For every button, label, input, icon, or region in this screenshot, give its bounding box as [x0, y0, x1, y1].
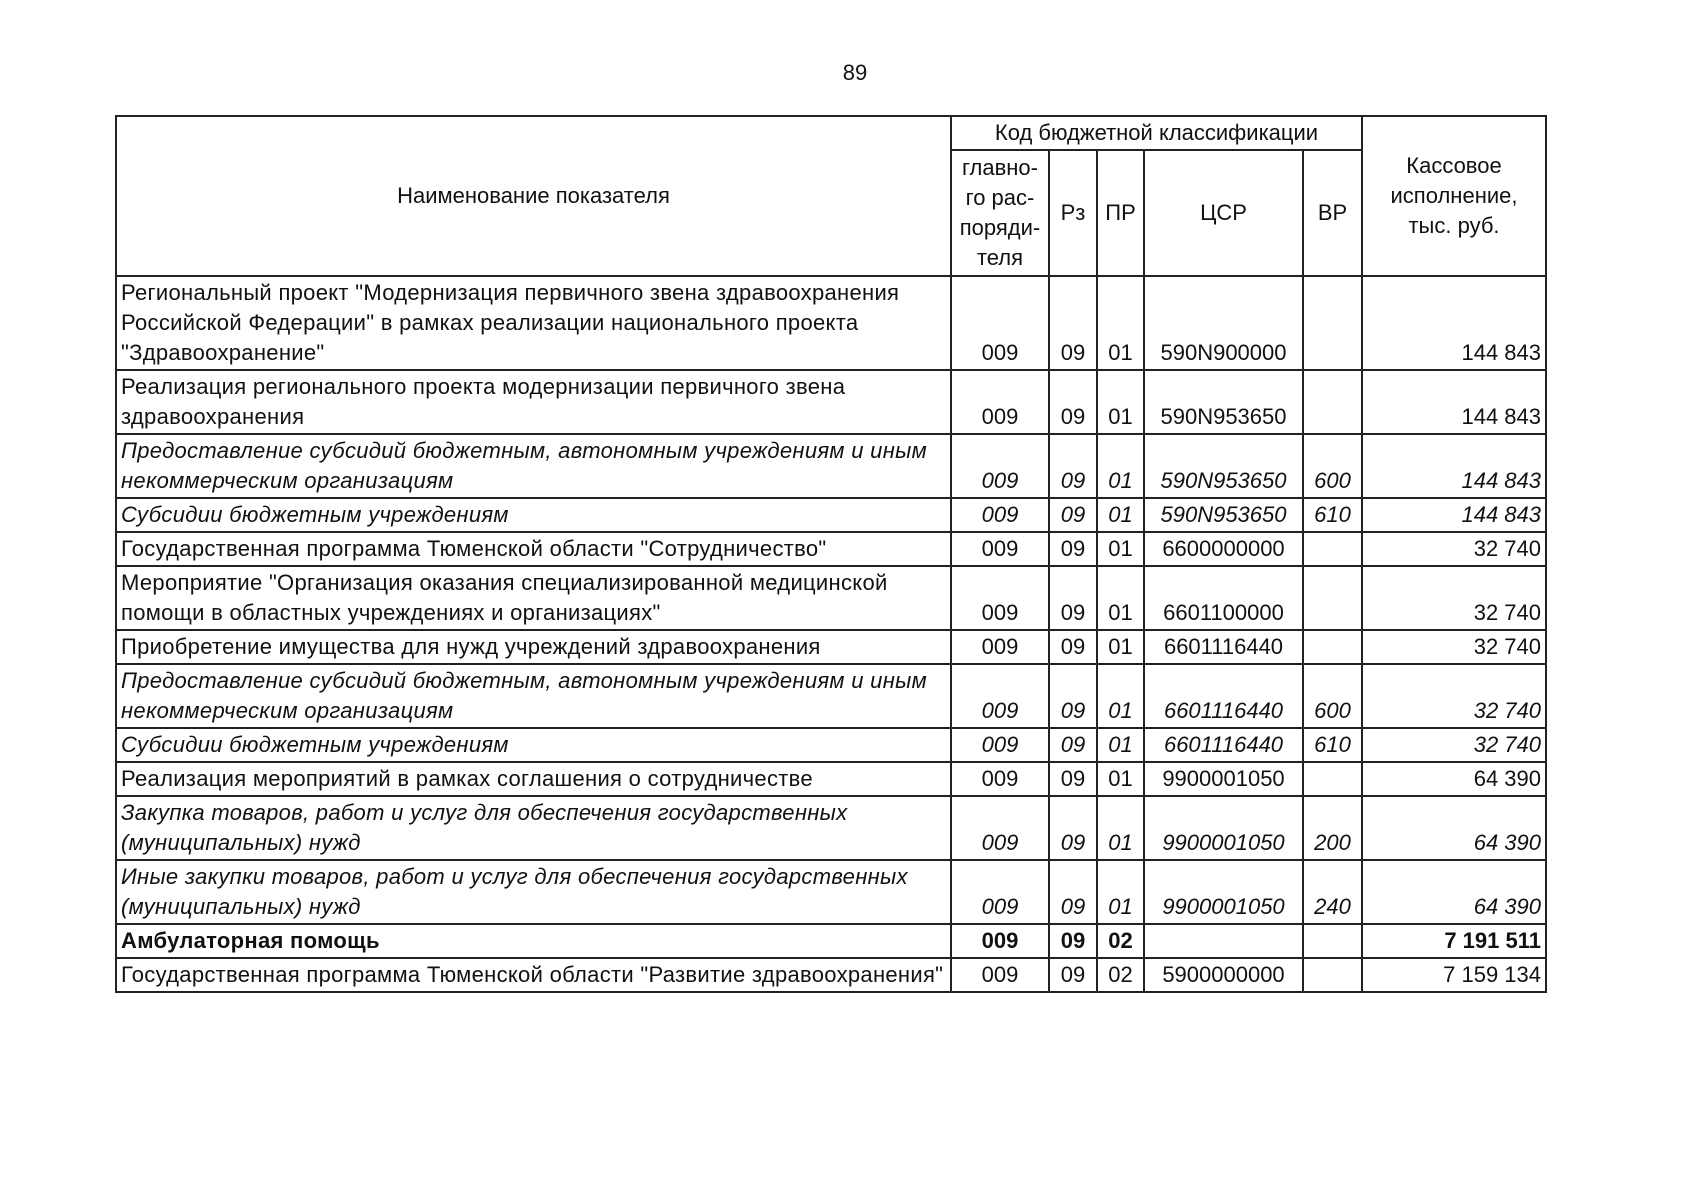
cell-gr: 009 — [951, 276, 1049, 370]
cell-name: Государственная программа Тюменской области "Развитие здравоохранения" — [116, 958, 951, 992]
cell-csr: 5900000000 — [1144, 958, 1303, 992]
cell-amount: 64 390 — [1362, 762, 1546, 796]
table-row — [116, 796, 1546, 860]
cell-gr: 009 — [951, 762, 1049, 796]
cell-rz: 09 — [1049, 276, 1097, 370]
cell-rz: 09 — [1049, 924, 1097, 958]
cell-pr: 01 — [1097, 664, 1144, 728]
cell-vr — [1303, 566, 1362, 630]
cell-vr — [1303, 958, 1362, 992]
cell-rz: 09 — [1049, 728, 1097, 762]
header-amount: Кассовое исполнение, тыс. руб. — [1362, 116, 1546, 276]
header-rz: Рз — [1049, 150, 1097, 276]
cell-name: Субсидии бюджетным учреждениям — [116, 498, 951, 532]
cell-csr: 590N900000 — [1144, 276, 1303, 370]
table-row — [116, 728, 1546, 762]
cell-pr: 01 — [1097, 370, 1144, 434]
cell-pr: 01 — [1097, 762, 1144, 796]
cell-csr — [1144, 924, 1303, 958]
cell-amount: 32 740 — [1362, 532, 1546, 566]
cell-name: Мероприятие "Организация оказания специализированной медицинской помощи в областных учреждениях и организациях" — [116, 566, 951, 630]
cell-csr: 6601116440 — [1144, 630, 1303, 664]
cell-csr: 6601116440 — [1144, 664, 1303, 728]
cell-amount: 7 191 511 — [1362, 924, 1546, 958]
cell-amount: 144 843 — [1362, 276, 1546, 370]
cell-csr: 6601116440 — [1144, 728, 1303, 762]
cell-vr — [1303, 276, 1362, 370]
cell-amount: 32 740 — [1362, 630, 1546, 664]
cell-rz: 09 — [1049, 958, 1097, 992]
cell-vr — [1303, 532, 1362, 566]
cell-rz: 09 — [1049, 860, 1097, 924]
cell-amount: 32 740 — [1362, 566, 1546, 630]
cell-amount: 32 740 — [1362, 664, 1546, 728]
cell-csr: 590N953650 — [1144, 434, 1303, 498]
cell-vr: 600 — [1303, 434, 1362, 498]
cell-rz: 09 — [1049, 664, 1097, 728]
cell-pr: 02 — [1097, 924, 1144, 958]
table-row — [116, 762, 1546, 796]
cell-rz: 09 — [1049, 630, 1097, 664]
table-row — [116, 370, 1546, 434]
cell-pr: 01 — [1097, 434, 1144, 498]
cell-name: Предоставление субсидий бюджетным, автономным учреждениям и иным некоммерческим организациям — [116, 434, 951, 498]
table-row — [116, 924, 1546, 958]
cell-vr: 600 — [1303, 664, 1362, 728]
header-name: Наименование показателя — [116, 116, 951, 276]
table-header — [116, 116, 1546, 276]
cell-vr — [1303, 630, 1362, 664]
cell-name: Приобретение имущества для нужд учреждений здравоохранения — [116, 630, 951, 664]
table-row — [116, 958, 1546, 992]
table-row — [116, 860, 1546, 924]
header-kbk-group: Код бюджетной классификации — [951, 116, 1362, 150]
cell-gr: 009 — [951, 728, 1049, 762]
cell-gr: 009 — [951, 796, 1049, 860]
cell-gr: 009 — [951, 860, 1049, 924]
cell-gr: 009 — [951, 630, 1049, 664]
cell-amount: 144 843 — [1362, 370, 1546, 434]
cell-name: Региональный проект "Модернизация первичного звена здравоохранения Российской Федерации" в рамках реализации национального проекта "Здравоохранение" — [116, 276, 951, 370]
cell-name: Государственная программа Тюменской области "Сотрудничество" — [116, 532, 951, 566]
cell-vr: 610 — [1303, 498, 1362, 532]
cell-rz: 09 — [1049, 370, 1097, 434]
cell-name: Закупка товаров, работ и услуг для обеспечения государственных (муниципальных) нужд — [116, 796, 951, 860]
cell-gr: 009 — [951, 370, 1049, 434]
cell-amount: 32 740 — [1362, 728, 1546, 762]
cell-csr: 590N953650 — [1144, 498, 1303, 532]
cell-csr: 6600000000 — [1144, 532, 1303, 566]
cell-gr: 009 — [951, 958, 1049, 992]
cell-vr — [1303, 762, 1362, 796]
cell-vr — [1303, 370, 1362, 434]
cell-amount: 7 159 134 — [1362, 958, 1546, 992]
table-row — [116, 566, 1546, 630]
header-vr: ВР — [1303, 150, 1362, 276]
header-gr: главно-го рас-поряди-теля — [951, 150, 1049, 276]
cell-rz: 09 — [1049, 796, 1097, 860]
table-row — [116, 276, 1546, 370]
cell-gr: 009 — [951, 664, 1049, 728]
cell-csr: 590N953650 — [1144, 370, 1303, 434]
cell-gr: 009 — [951, 498, 1049, 532]
table-row — [116, 630, 1546, 664]
cell-rz: 09 — [1049, 434, 1097, 498]
cell-gr: 009 — [951, 924, 1049, 958]
cell-name: Реализация регионального проекта модернизации первичного звена здравоохранения — [116, 370, 951, 434]
cell-name: Предоставление субсидий бюджетным, автономным учреждениям и иным некоммерческим организациям — [116, 664, 951, 728]
cell-pr: 01 — [1097, 796, 1144, 860]
cell-pr: 02 — [1097, 958, 1144, 992]
cell-amount: 64 390 — [1362, 860, 1546, 924]
cell-name: Амбулаторная помощь — [116, 924, 951, 958]
table-row — [116, 498, 1546, 532]
header-csr: ЦСР — [1144, 150, 1303, 276]
cell-rz: 09 — [1049, 762, 1097, 796]
cell-pr: 01 — [1097, 498, 1144, 532]
cell-pr: 01 — [1097, 532, 1144, 566]
cell-gr: 009 — [951, 566, 1049, 630]
cell-vr: 610 — [1303, 728, 1362, 762]
cell-csr: 9900001050 — [1144, 762, 1303, 796]
cell-csr: 9900001050 — [1144, 860, 1303, 924]
table-body — [116, 276, 1546, 992]
cell-csr: 9900001050 — [1144, 796, 1303, 860]
cell-name: Иные закупки товаров, работ и услуг для обеспечения государственных (муниципальных) нужд — [116, 860, 951, 924]
budget-table — [115, 115, 1547, 993]
page-number: 89 — [842, 60, 868, 85]
cell-vr: 200 — [1303, 796, 1362, 860]
cell-name: Субсидии бюджетным учреждениям — [116, 728, 951, 762]
cell-amount: 144 843 — [1362, 434, 1546, 498]
cell-pr: 01 — [1097, 630, 1144, 664]
cell-gr: 009 — [951, 532, 1049, 566]
cell-vr — [1303, 924, 1362, 958]
header-pr: ПР — [1097, 150, 1144, 276]
cell-rz: 09 — [1049, 566, 1097, 630]
cell-vr: 240 — [1303, 860, 1362, 924]
cell-gr: 009 — [951, 434, 1049, 498]
cell-pr: 01 — [1097, 276, 1144, 370]
table-row — [116, 532, 1546, 566]
cell-rz: 09 — [1049, 498, 1097, 532]
cell-pr: 01 — [1097, 728, 1144, 762]
cell-rz: 09 — [1049, 532, 1097, 566]
cell-csr: 6601100000 — [1144, 566, 1303, 630]
cell-pr: 01 — [1097, 860, 1144, 924]
table-row — [116, 664, 1546, 728]
cell-amount: 144 843 — [1362, 498, 1546, 532]
cell-pr: 01 — [1097, 566, 1144, 630]
table-row — [116, 434, 1546, 498]
cell-name: Реализация мероприятий в рамках соглашения о сотрудничестве — [116, 762, 951, 796]
cell-amount: 64 390 — [1362, 796, 1546, 860]
